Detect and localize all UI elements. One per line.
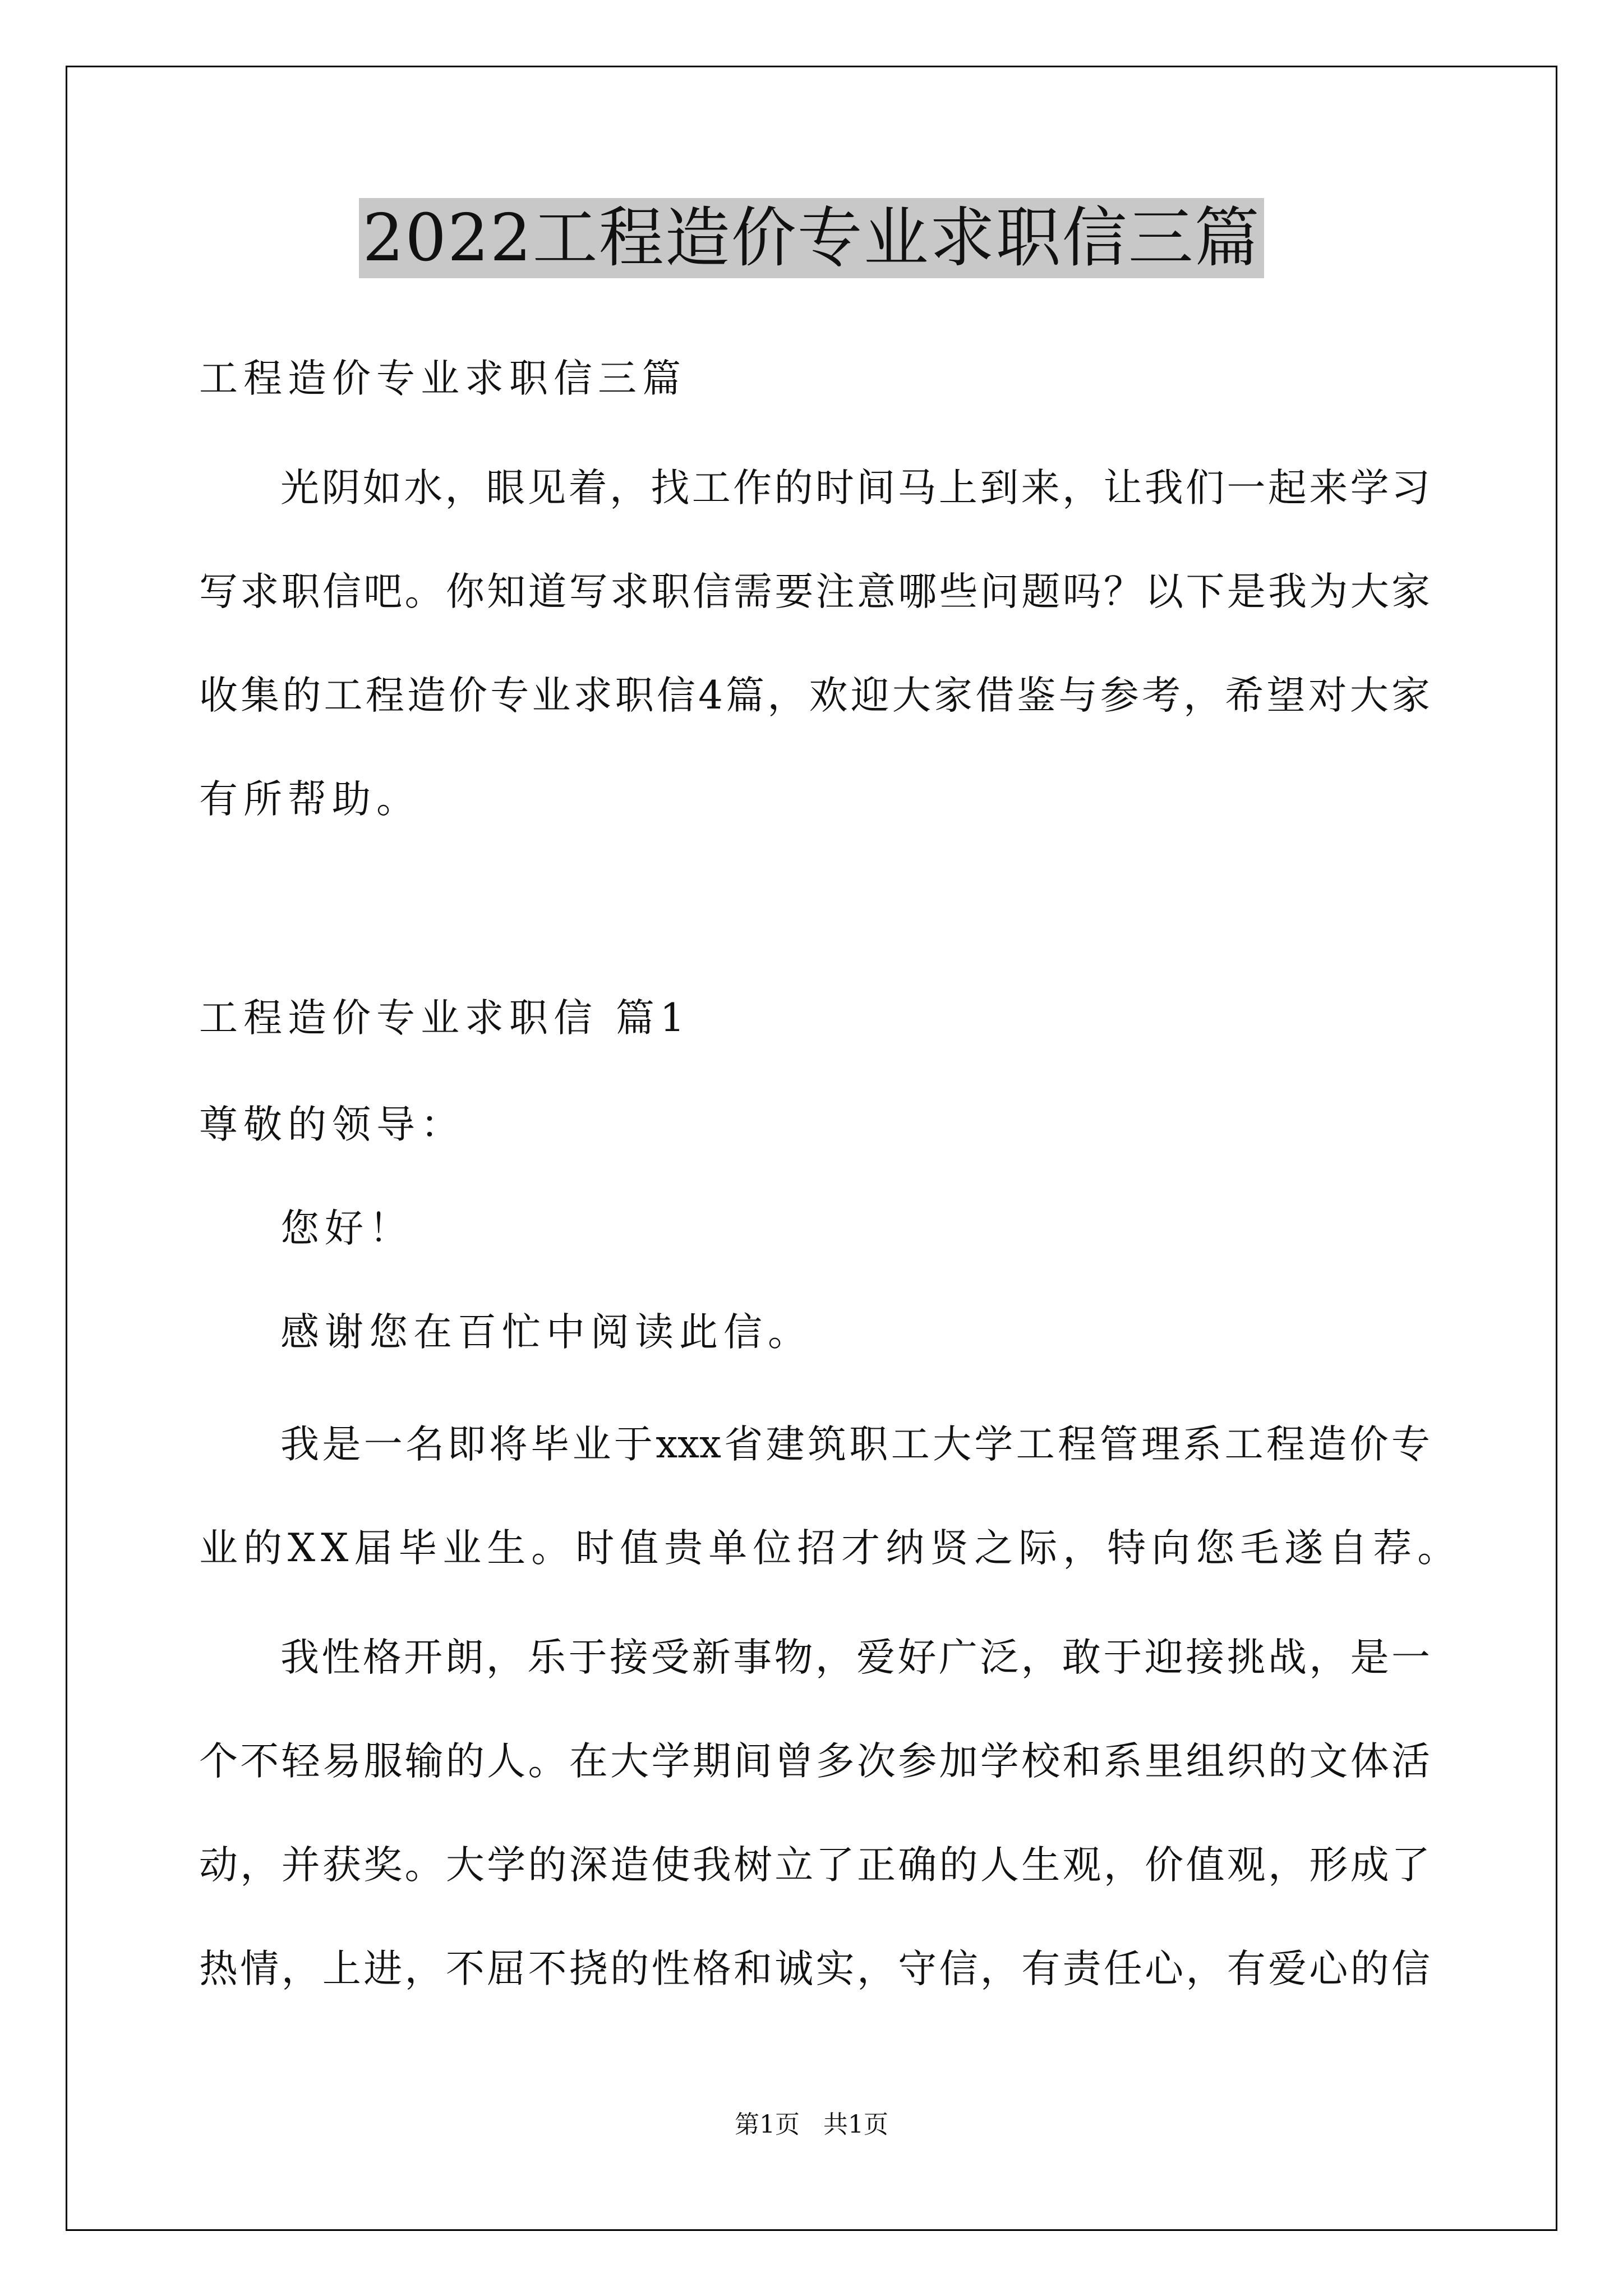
- paragraph-line: 动，并获奖。大学的深造使我树立了正确的人生观，价值观，形成了: [199, 1843, 1430, 1888]
- paragraph-line: 收集的工程造价专业求职信4篇，欢迎大家借鉴与参考，希望对大家: [199, 673, 1430, 718]
- section-heading: 工程造价专业求职信 篇1: [199, 996, 690, 1041]
- paragraph-line: 我性格开朗，乐于接受新事物，爱好广泛，敢于迎接挑战，是一: [280, 1635, 1430, 1680]
- page-footer: 第1页 共1页: [735, 2110, 888, 2139]
- paragraph-line: 热情，上进，不屈不挠的性格和诚实，守信，有责任心，有爱心的信: [199, 1947, 1430, 1991]
- paragraph-line: 个不轻易服输的人。在大学期间曾多次参加学校和系里组织的文体活: [199, 1739, 1430, 1784]
- document-title: [0, 196, 1623, 280]
- paragraph-line: 写求职信吧。你知道写求职信需要注意哪些问题吗？以下是我为大家: [199, 569, 1430, 614]
- title-text: 2022工程造价专业求职信三篇: [359, 198, 1264, 278]
- paragraph-line: 光阴如水，眼见着，找工作的时间马上到来，让我们一起来学习: [280, 466, 1430, 510]
- salutation-line: 尊敬的领导：: [199, 1102, 465, 1147]
- paragraph-line: 我是一名即将毕业于xxx省建筑职工大学工程管理系工程造价专: [280, 1422, 1430, 1467]
- subtitle-line: 工程造价专业求职信三篇: [199, 356, 686, 401]
- greeting-line: 您好！: [280, 1206, 413, 1251]
- paragraph-line: 感谢您在百忙中阅读此信。: [280, 1310, 812, 1355]
- paragraph-line: 业的XX届毕业生。时值贵单位招才纳贤之际，特向您毛遂自荐。: [199, 1526, 1462, 1571]
- paragraph-line: 有所帮助。: [199, 777, 421, 822]
